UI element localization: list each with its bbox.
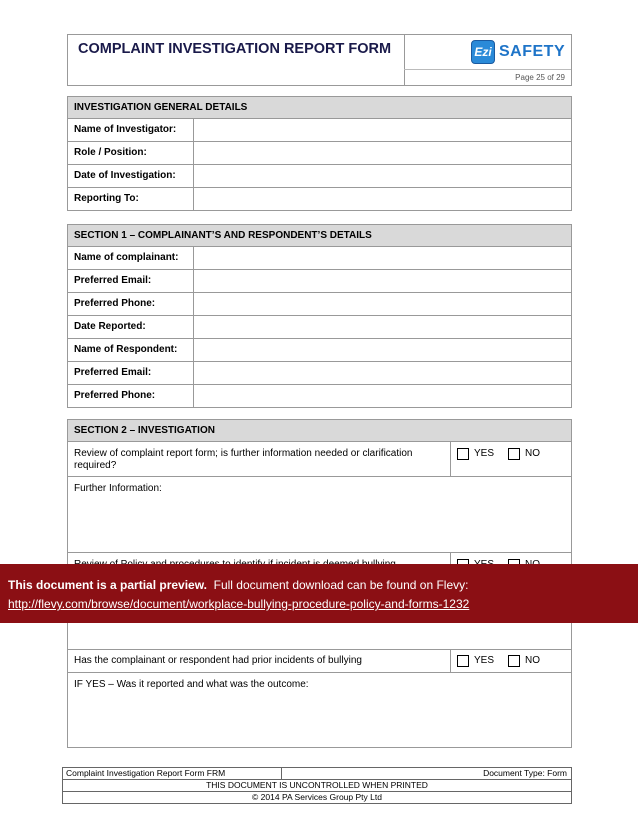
yes-checkbox[interactable] [457,655,469,667]
question-text: Review of complaint report form; is further information needed or clarification required? [68,442,451,476]
preview-banner [0,564,638,623]
investigation-date-field[interactable] [194,165,571,187]
banner-bold-text: This document is a partial preview. [8,578,207,592]
ezi-safety-logo [471,40,565,64]
role-field[interactable] [194,142,571,164]
reporting-to-field[interactable] [194,188,571,210]
page-number: Page 25 of 29 [515,73,565,82]
date-reported-field[interactable] [194,316,571,338]
footer-uncontrolled-notice: THIS DOCUMENT IS UNCONTROLLED WHEN PRINTED [206,780,428,790]
field-label: Preferred Phone: [68,385,194,407]
field-label: Reporting To: [68,188,194,210]
field-label: Preferred Email: [68,270,194,292]
section2-table: SECTION 2 – INVESTIGATION Review of complaint report form; is further information needed or clarification required? YES NO Further Information: Has the complainant or respondent had prior incidents of bullying YES NO IF YES – Was it reported and what was the outcome: [67,419,572,748]
field-label: Name of complainant: [68,247,194,269]
flevy-link[interactable]: http://flevy.com/browse/document/workplace-bullying-procedure-policy-and-forms-1232 [8,597,470,611]
field-label: IF YES – Was it reported and what was the outcome: [74,679,309,690]
section1-table [67,224,572,408]
question-text: Has the complainant or respondent had prior incidents of bullying [68,650,451,672]
no-checkbox[interactable] [508,655,520,667]
logo-text: SAFETY [499,43,566,60]
document-header [67,34,572,86]
footer-copyright: © 2014 PA Services Group Pty Ltd [252,792,382,802]
footer-form-name: Complaint Investigation Report Form FRM [63,768,282,779]
field-label: Role / Position: [68,142,194,164]
field-label: Preferred Email: [68,362,194,384]
respondent-phone-field[interactable] [194,385,571,407]
section-heading: SECTION 2 – INVESTIGATION [68,420,571,442]
complainant-email-field[interactable] [194,270,571,292]
further-information-field[interactable] [68,477,571,553]
field-label: Date of Investigation: [68,165,194,187]
no-checkbox[interactable] [508,448,520,460]
complainant-name-field[interactable] [194,247,571,269]
field-label: Date Reported: [68,316,194,338]
field-label: Further Information: [74,483,162,494]
prior-incidents-outcome-field[interactable] [68,673,571,696]
section-heading: SECTION 1 – COMPLAINANT’S AND RESPONDENT’S DETAILS [68,225,571,247]
field-label: Preferred Phone: [68,293,194,315]
investigator-name-field[interactable] [194,119,571,141]
field-label: Name of Respondent: [68,339,194,361]
general-details-table [67,96,572,211]
document-footer [62,767,572,804]
section-heading: INVESTIGATION GENERAL DETAILS [68,97,571,119]
logo-mark: Ezi [471,40,495,64]
yes-checkbox[interactable] [457,448,469,460]
respondent-name-field[interactable] [194,339,571,361]
respondent-email-field[interactable] [194,362,571,384]
field-label: Name of Investigator: [68,119,194,141]
complainant-phone-field[interactable] [194,293,571,315]
footer-doc-type: Document Type: Form [483,768,567,778]
form-title: COMPLAINT INVESTIGATION REPORT FORM [78,41,392,57]
banner-text: Full document download can be found on Flevy: [213,578,469,592]
